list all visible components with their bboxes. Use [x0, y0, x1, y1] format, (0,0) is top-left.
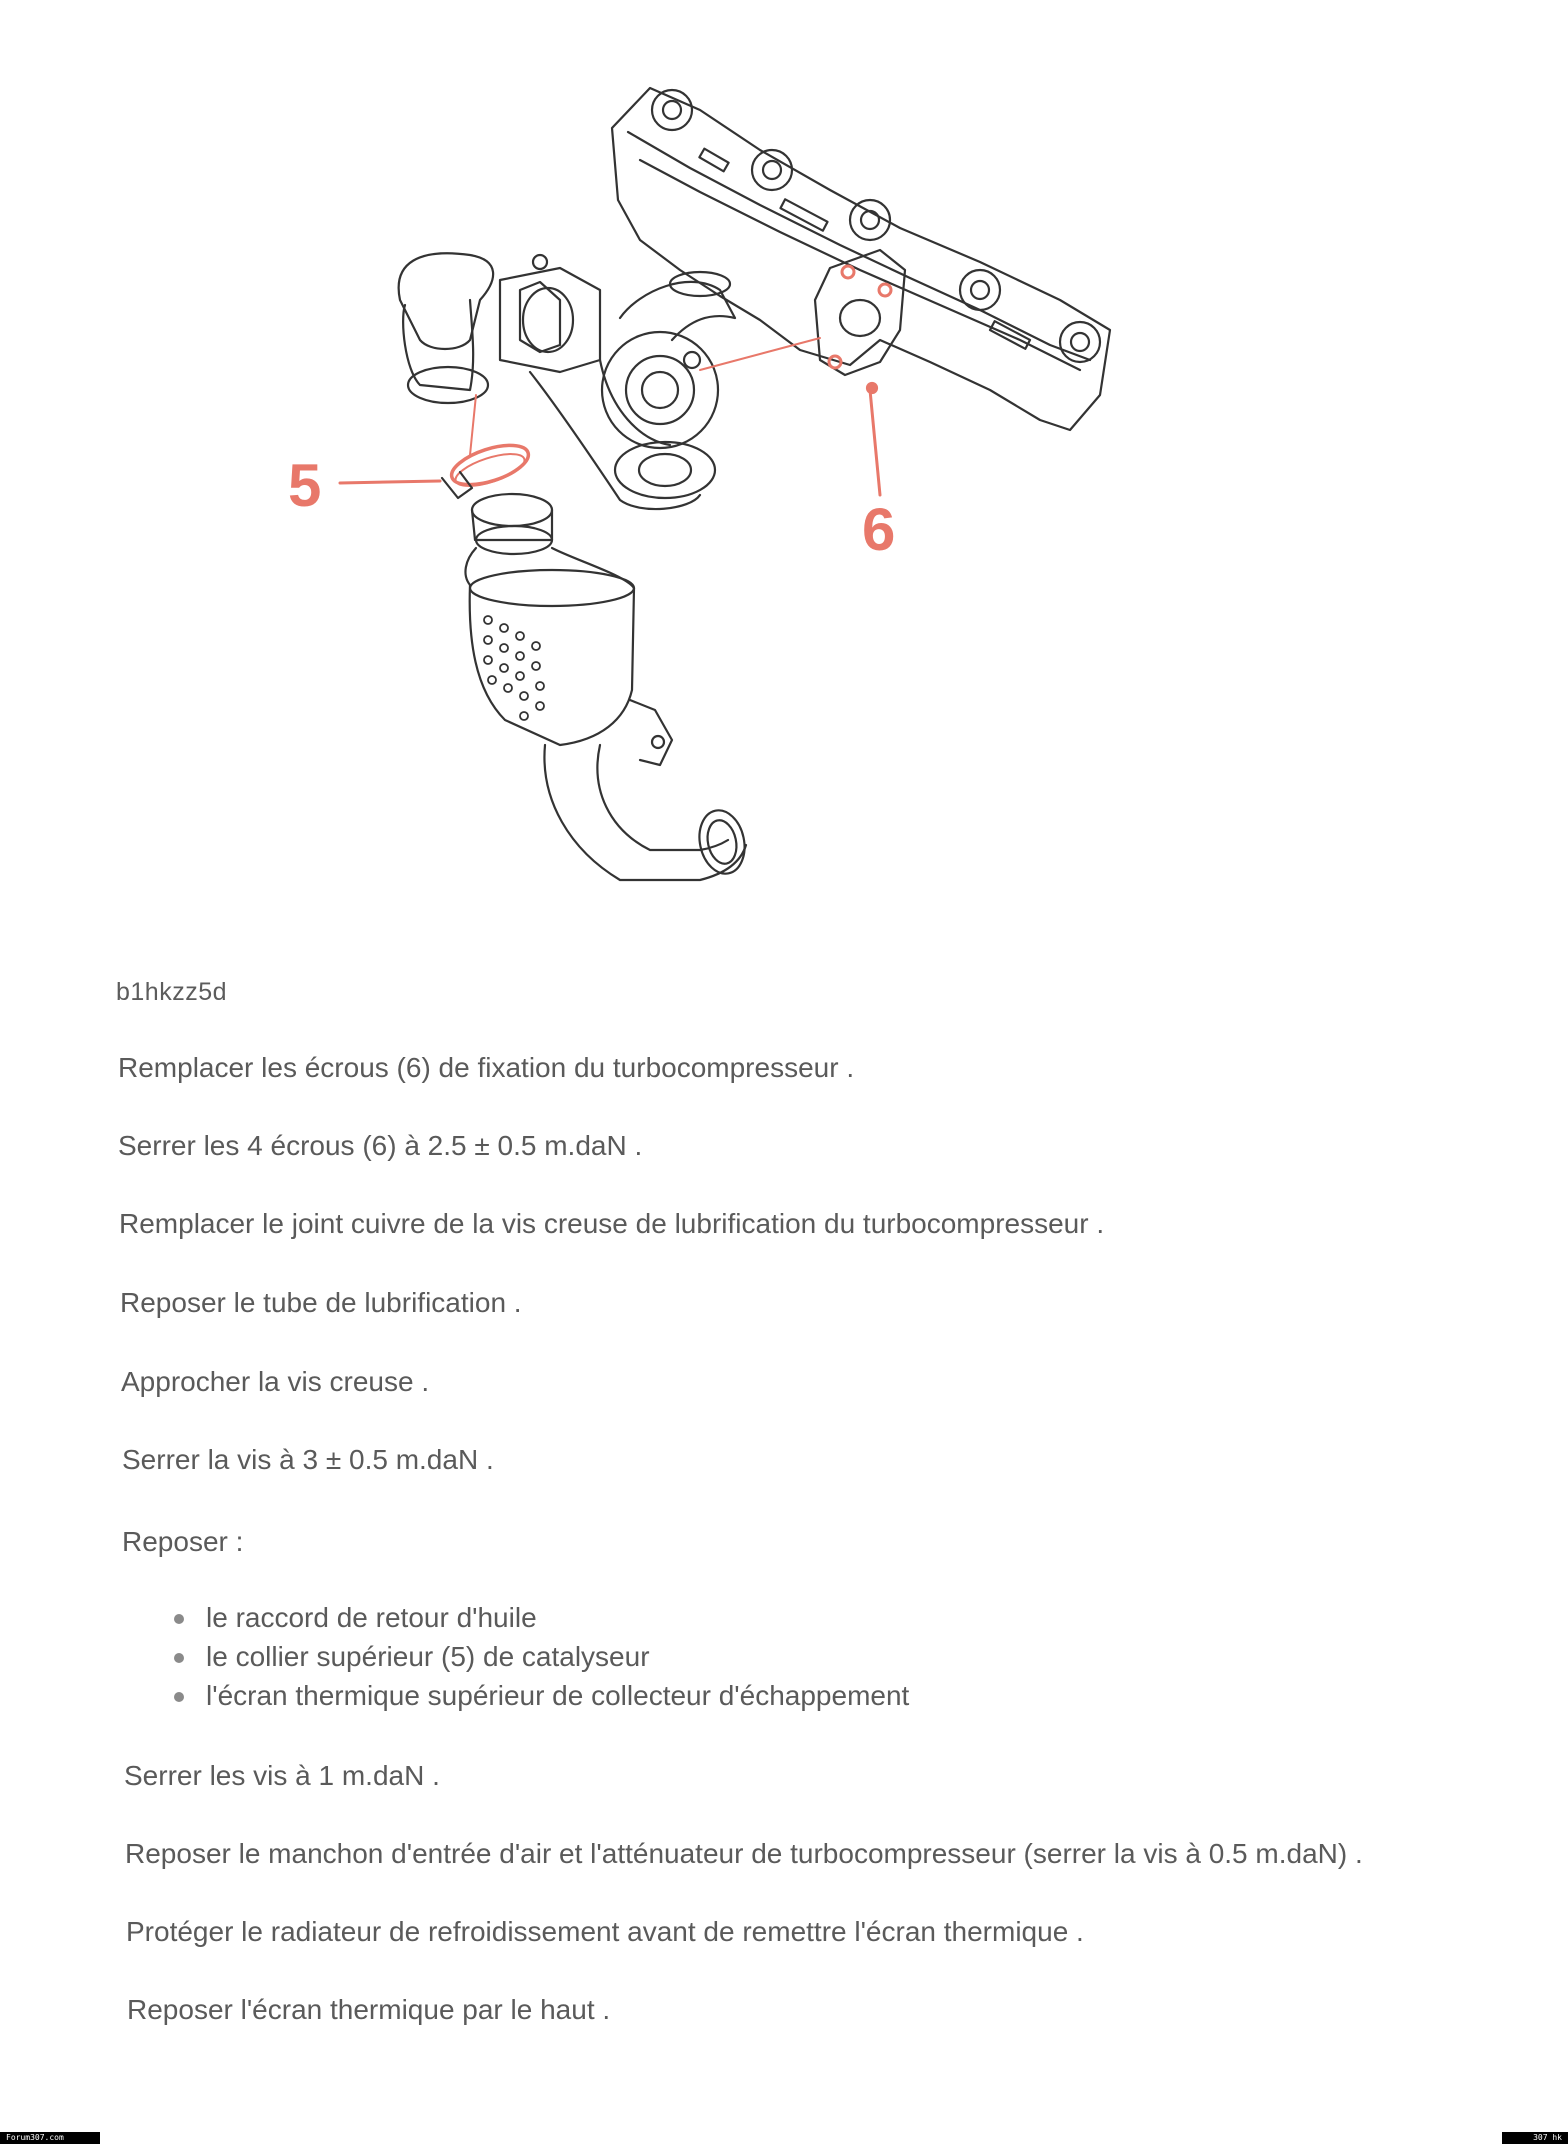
step-refit-heading: Reposer : — [122, 1526, 244, 1557]
list-item-text: l'écran thermique supérieur de collecteur d'échappement — [206, 1680, 910, 1711]
step-tighten-screws-1: Serrer les vis à 1 m.daN . — [124, 1760, 440, 1791]
list-item-text: le collier supérieur (5) de catalyseur — [206, 1641, 650, 1672]
list-item-text: le raccord de retour d'huile — [206, 1602, 537, 1633]
step-position-hollow-screw: Approcher la vis creuse . — [121, 1366, 430, 1397]
bullet-dot — [174, 1692, 184, 1702]
step-refit-air-intake: Reposer le manchon d'entrée d'air et l'atténuateur de turbocompresseur (serrer la vis à 0.5 m.daN) . — [125, 1838, 1363, 1869]
refit-parts-list — [170, 1598, 909, 1715]
step-protect-radiator: Protéger le radiateur de refroidissement avant de remettre l'écran thermique . — [126, 1916, 1084, 1947]
bullet-dot — [174, 1653, 184, 1663]
step-refit-lubrication-tube: Reposer le tube de lubrification . — [120, 1287, 522, 1318]
document-code: b1hkzz5d — [116, 978, 228, 1006]
footer-watermark-right: 307 hk — [1502, 2132, 1568, 2144]
catalytic-converter — [465, 494, 750, 880]
callout-label-5: 5 — [288, 452, 322, 519]
step-tighten-screw: Serrer la vis à 3 ± 0.5 m.daN . — [122, 1444, 494, 1475]
list-item — [170, 1637, 909, 1676]
step-replace-copper-seal: Remplacer le joint cuivre de la vis creuse de lubrification du turbocompresseur . — [119, 1208, 1105, 1239]
step-refit-heat-shield: Reposer l'écran thermique par le haut . — [127, 1994, 611, 2025]
bullet-dot — [174, 1614, 184, 1624]
footer-watermark-left: Forum307.com — [0, 2132, 100, 2144]
turbocharger-exploded-diagram — [0, 0, 1568, 920]
upper-clamp — [442, 437, 533, 498]
exhaust-manifold — [612, 88, 1110, 430]
list-item — [170, 1676, 909, 1715]
list-item — [170, 1598, 909, 1637]
step-replace-nuts: Remplacer les écrous (6) de fixation du turbocompresseur . — [118, 1052, 855, 1083]
turbocharger — [399, 253, 735, 509]
callout-label-6: 6 — [862, 496, 896, 563]
step-tighten-nuts: Serrer les 4 écrous (6) à 2.5 ± 0.5 m.daN . — [118, 1130, 643, 1161]
